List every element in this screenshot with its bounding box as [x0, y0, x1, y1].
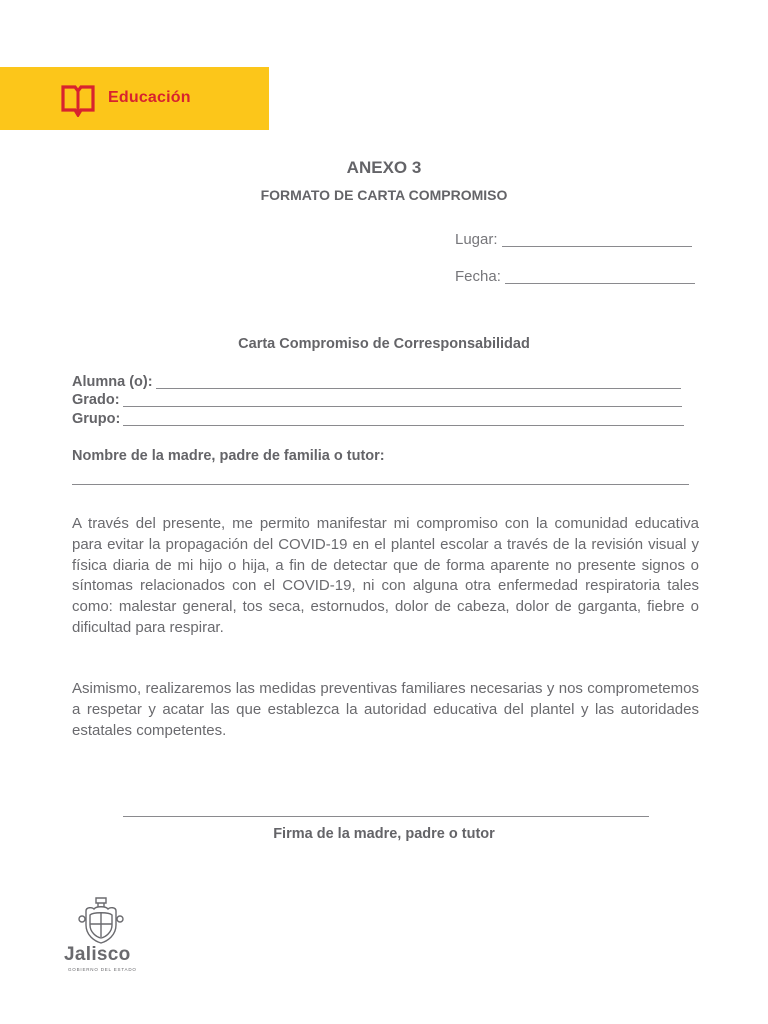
group-field[interactable] [72, 411, 684, 427]
group-blank-line [123, 425, 684, 426]
date-field[interactable] [455, 268, 695, 285]
signature-label: Firma de la madre, padre o tutor [273, 826, 495, 842]
book-icon [60, 83, 96, 117]
group-label: Grupo: [72, 411, 121, 427]
place-field[interactable] [455, 231, 692, 248]
banner-label: Educación [108, 89, 191, 106]
education-banner [0, 67, 269, 130]
state-crest-icon [78, 895, 124, 945]
student-label: Alumna (o): [72, 374, 153, 390]
signature-line[interactable] [123, 816, 649, 817]
annex-title: ANEXO 3 [346, 158, 422, 177]
format-title: FORMATO DE CARTA COMPROMISO [260, 187, 508, 203]
measures-paragraph: Asimismo, realizaremos las medidas preventivas familiares necesarias y nos comprometemos a respetar y acatar las que establezca la autoridad educativa del plantel y las autoridades estatales competentes. [72, 680, 699, 739]
student-blank-line [156, 388, 681, 389]
government-subtitle: GOBIERNO DEL ESTADO [68, 967, 137, 972]
date-label: Fecha: [455, 268, 501, 285]
jalisco-brand: Jalisco [64, 944, 131, 965]
guardian-name-label: Nombre de la madre, padre de familia o tutor: [72, 448, 385, 464]
commitment-paragraph: A través del presente, me permito manifestar mi compromiso con la comunidad educativa para evitar la propagación del COVID-19 en el plantel escolar a través de la revisión visual y física diaria de mi hijo o hija, a fin de detectar que de forma aparente no presente signos o síntomas relacionados con el COVID-19, ni con alguna otra enfermedad respiratoria tales como: malestar general, tos seca, estornudos, dolor de cabeza, dolor de garganta, fiebre o dificultad para respirar. [72, 515, 699, 636]
guardian-name-blank-line[interactable] [72, 484, 689, 485]
student-field[interactable] [72, 374, 681, 390]
place-label: Lugar: [455, 231, 498, 248]
date-blank-line [505, 283, 695, 284]
place-blank-line [502, 246, 692, 247]
letter-title: Carta Compromiso de Corresponsabilidad [238, 336, 530, 352]
grade-field[interactable] [72, 392, 682, 408]
grade-label: Grado: [72, 392, 120, 408]
grade-blank-line [123, 406, 682, 407]
